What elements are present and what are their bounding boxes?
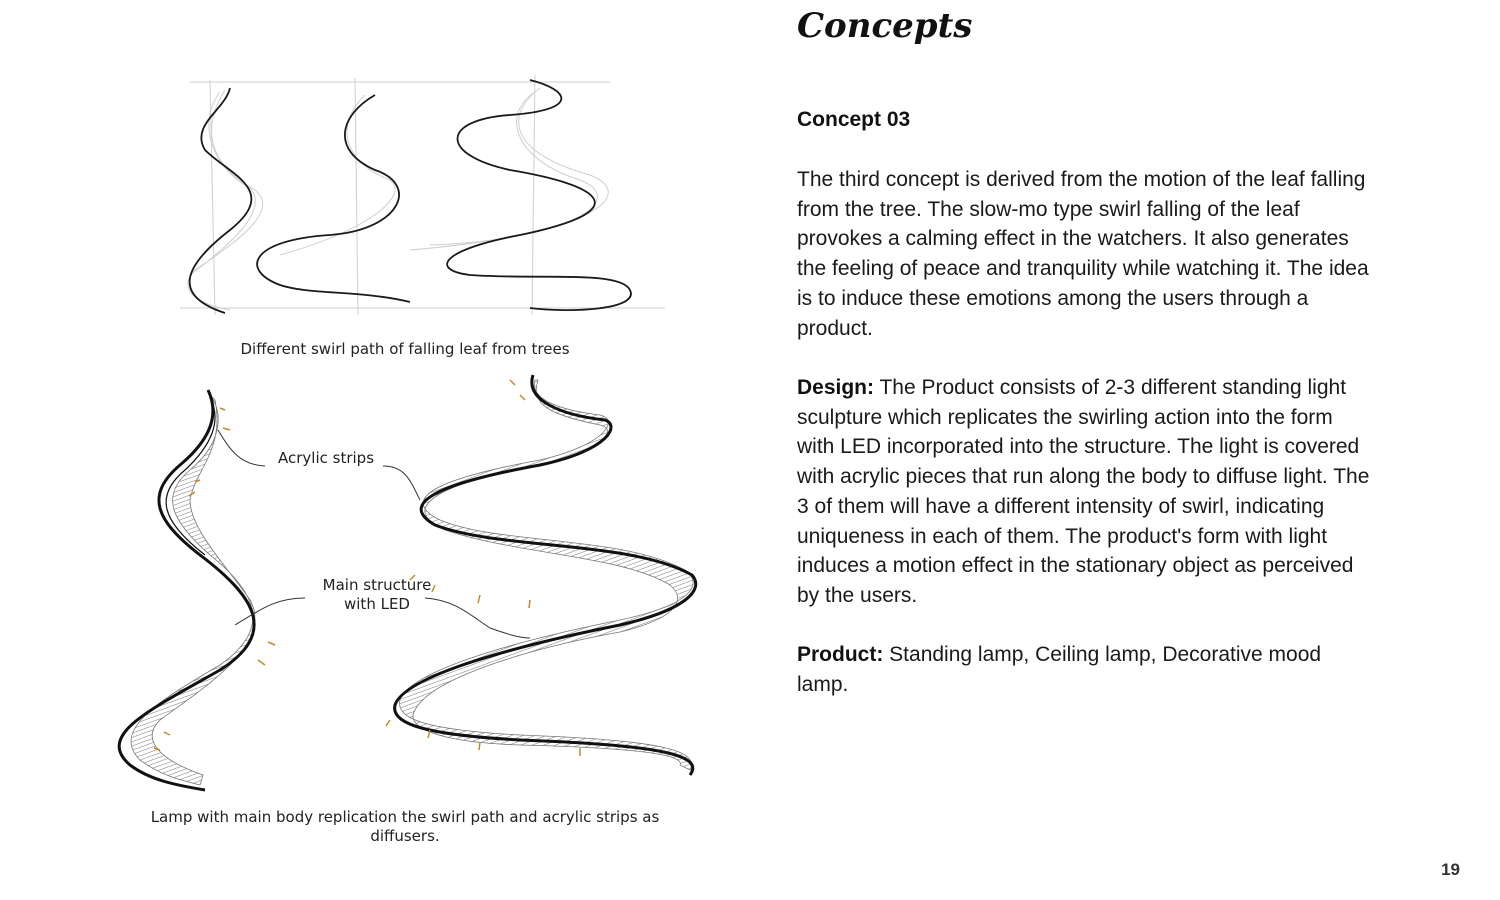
right-lamp-diffuser (400, 380, 694, 770)
product-text: Standing lamp, Ceiling lamp, Decorative mood lamp. (797, 643, 1322, 696)
swirl-caption: Different swirl path of falling leaf from trees (240, 340, 570, 358)
page-number: 19 (1441, 860, 1460, 879)
page-title: Concepts (797, 6, 973, 46)
product-label: Product: (797, 643, 884, 666)
label-acrylic-strips: Acrylic strips (278, 449, 375, 467)
design-text: The Product consists of 2-3 different standing light sculpture which replicates the swirling action into the form with LED incorporated into the structure. The light is covered with acrylic pieces that run along the body to diffuse light. The 3 of them will have a different intensity of swirl, indicating uniqueness in each of them. The product's form with light induces a motion effect in the stationary object as perceived by the users. (797, 376, 1370, 607)
concept-intro: The third concept is derived from the motion of the leaf falling from the tree. The slow-mo type swirl falling of the leaf provokes a calming effect in the watchers. It also generates the feeling of peace and tranquility while watching it. The idea is to induce these emotions among the users through a product. (797, 168, 1369, 340)
lamp-caption: Lamp with main body replication the swirl path and acrylic strips as diffusers. (150, 808, 660, 845)
design-label: Design: (797, 376, 875, 399)
swirl-paths-sketch (170, 70, 670, 330)
label-main-line1: Main structure (322, 576, 432, 594)
label-main-line2: with LED (344, 595, 410, 613)
concept-heading: Concept 03 (797, 108, 911, 131)
label-main-structure (312, 576, 442, 614)
figure-column (100, 60, 720, 860)
product-paragraph (797, 640, 1372, 699)
design-paragraph (797, 373, 1372, 611)
